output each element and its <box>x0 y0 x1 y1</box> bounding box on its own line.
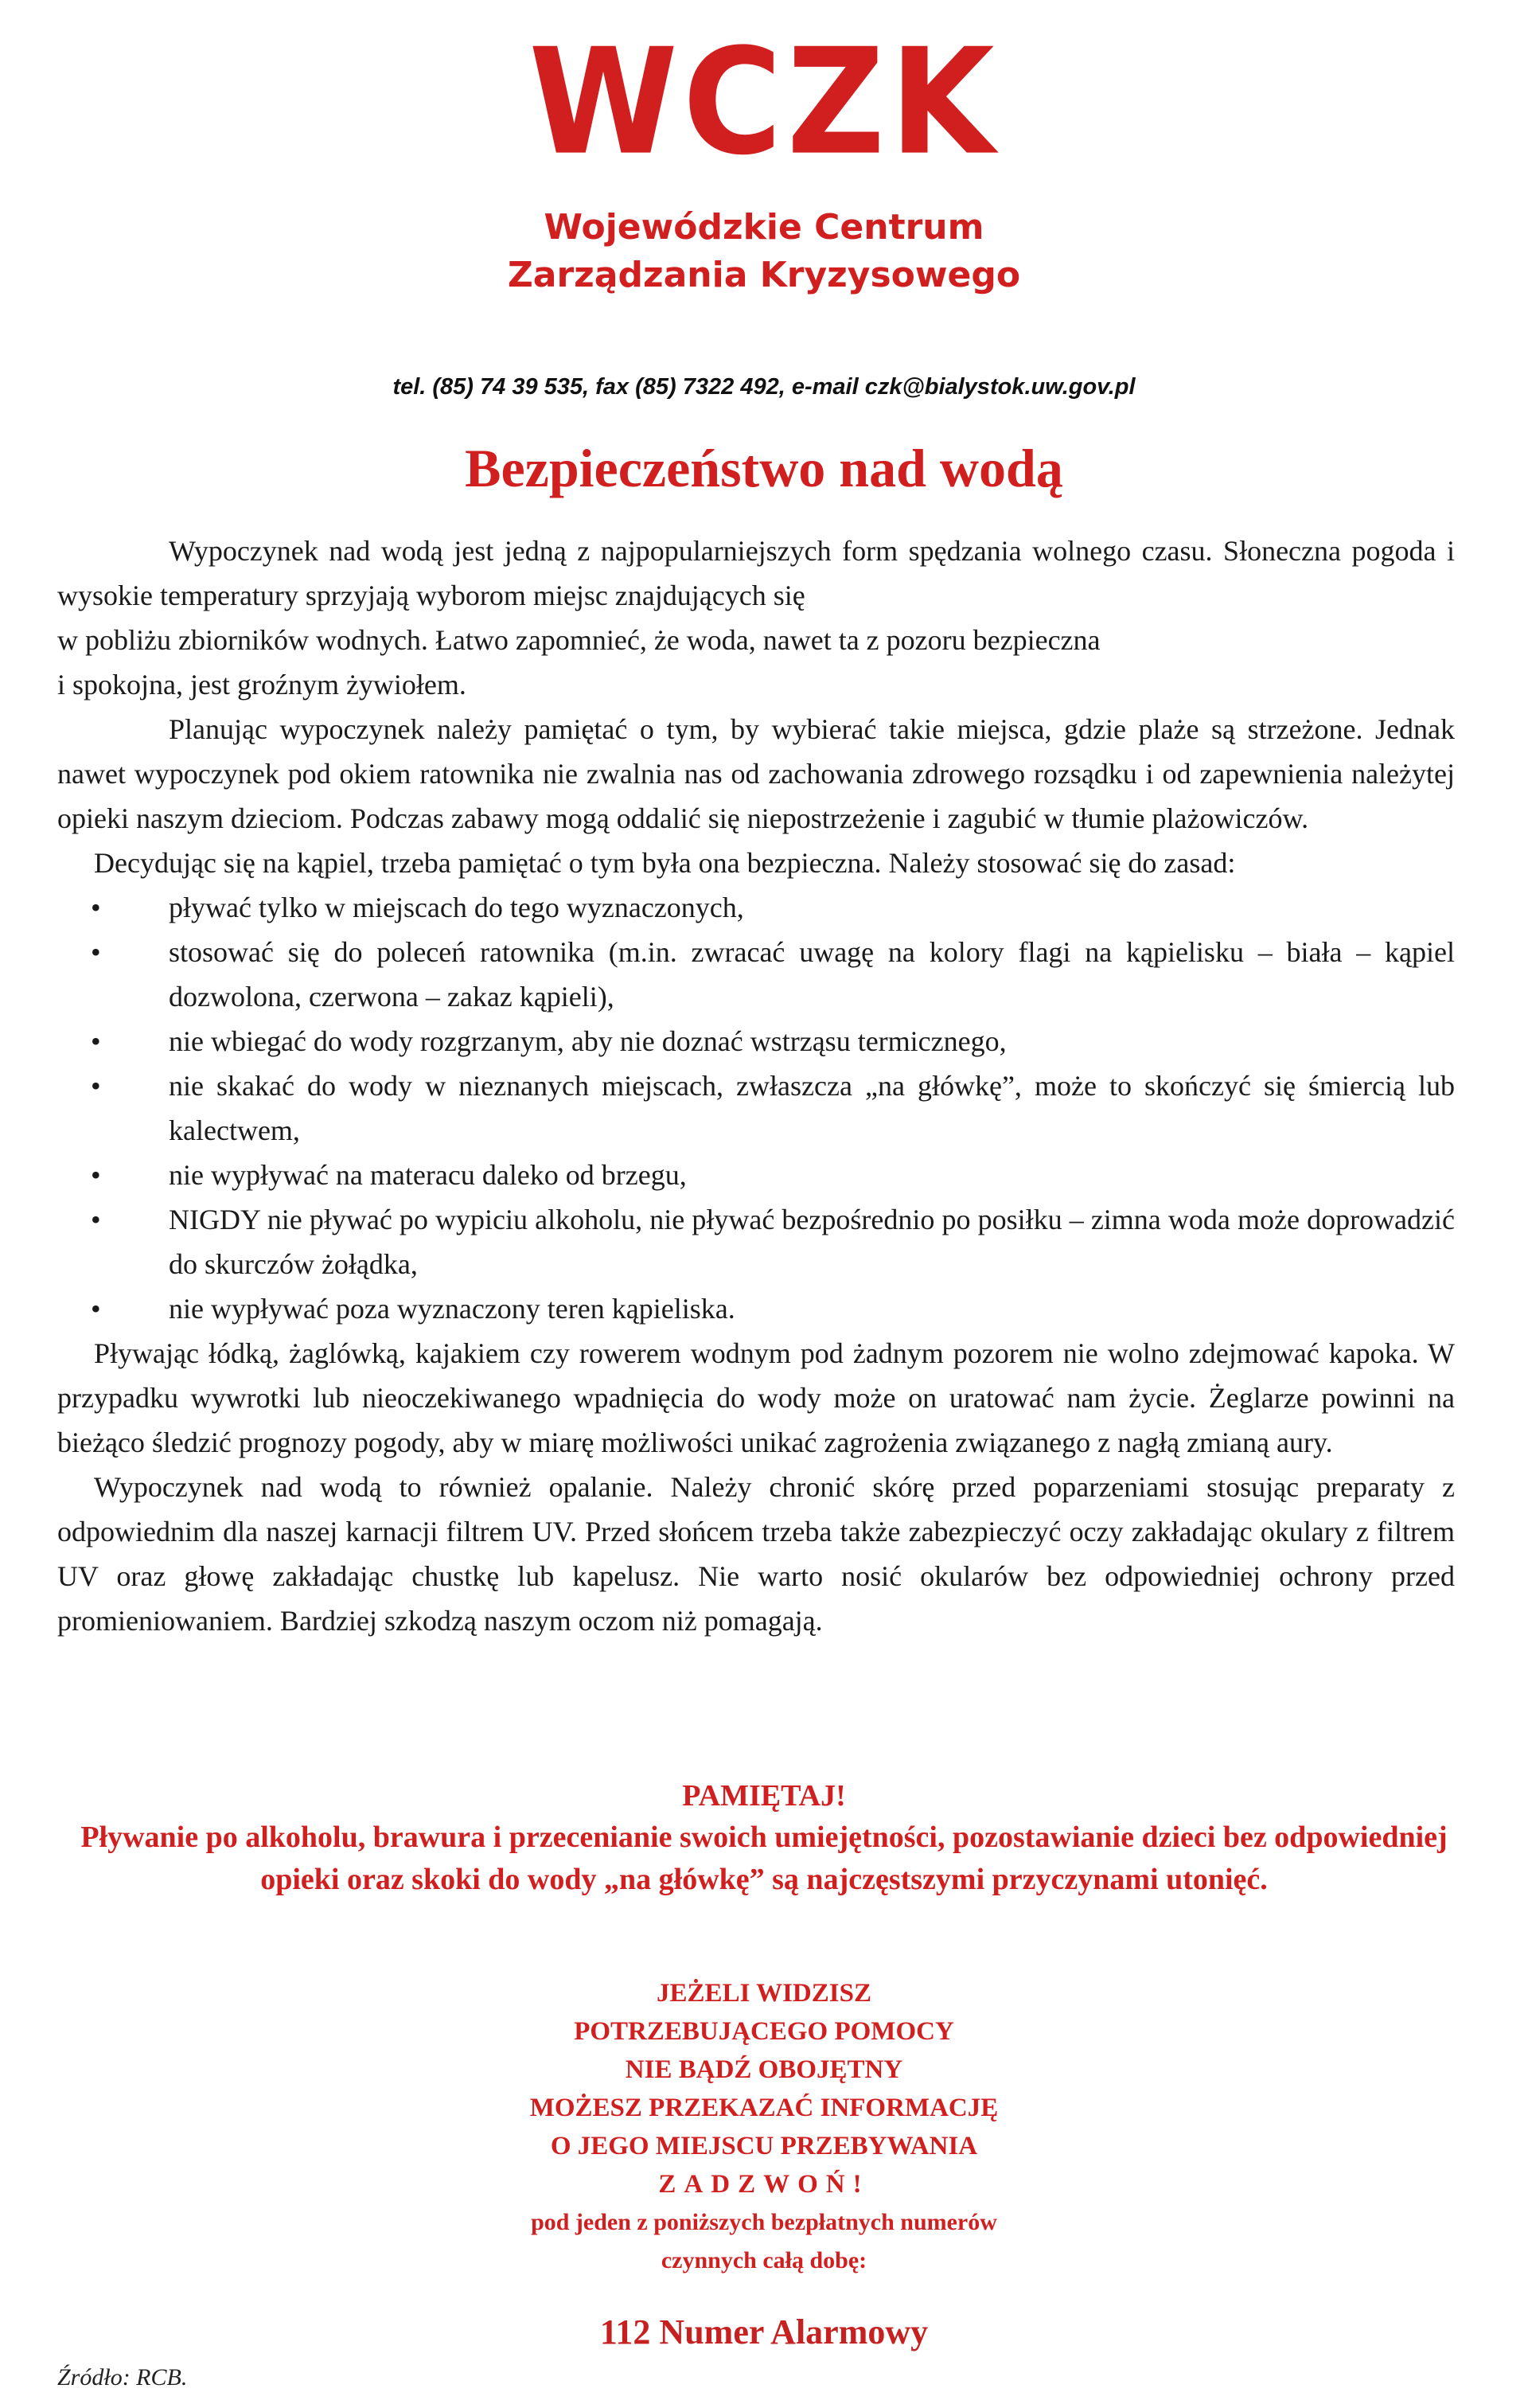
wczk-logo <box>0 18 1528 299</box>
contact-line: tel. (85) 74 39 535, fax (85) 7322 492, e-mail czk@bialystok.uw.gov.pl <box>392 374 1136 400</box>
warning-text: Pływanie po alkoholu, brawura i przecenianie swoich umiejętności, pozostawianie dzieci bez odpowiedniej opieki oraz skoki do wody „na główkę” są najczęstszymi przyczynami utonięć. <box>80 1821 1448 1896</box>
paragraph-intro-line-2: w pobliżu zbiorników wodnych. Łatwo zapomnieć, że woda, nawet ta z pozoru bezpieczna <box>57 624 1101 656</box>
logo-subtitle-line-2: Zarządzania Kryzysowego <box>507 255 1021 295</box>
cta-line-5: O JEGO MIEJSCU PRZEBYWANIA <box>550 2132 978 2160</box>
cta-line-3: NIE BĄDŹ OBOJĘTNY <box>625 2055 903 2084</box>
alarm-number: 112 Numer Alarmowy <box>599 2312 929 2351</box>
paragraph-boating: Pływając łódką, żaglówką, kajakiem czy rowerem wodnym pod żadnym pozorem nie wolno zdejmować kapoka. W przypadku wywrotki lub nieoczekiwanego wpadnięcia do wody może on uratować nam życie. Żeglarze powinni na bieżąco śledzić prognozy pogody, aby w miarę możliwości unikać zagrożenia związanego z nagłą zmianą aury. <box>57 1337 1455 1458</box>
cta-line-4: MOŻESZ PRZEKAZAĆ INFORMACJĘ <box>529 2094 999 2122</box>
bullet-icon: • <box>91 1293 101 1325</box>
bullet-icon: • <box>91 1159 101 1191</box>
list-item: • nie skakać do wody w nieznanych miejscach, zwłaszcza „na główkę”, może to skończyć się śmiercią lub kalectwem, <box>57 1064 1455 1153</box>
cta-line-8: czynnych całą dobę: <box>661 2247 867 2273</box>
paragraph-intro: Wypoczynek nad wodą jest jedną z najpopularniejszych form spędzania wolnego czasu. Słoneczna pogoda i wysokie temperatury sprzyjają wyborom miejsc znajdujących się <box>57 535 1455 611</box>
list-item: • nie wypływać poza wyznaczony teren kąpieliska. <box>57 1286 1455 1331</box>
cta-line-1: JEŻELI WIDZISZ <box>657 1979 871 2008</box>
page-title: Bezpieczeństwo nad wodą <box>465 438 1063 498</box>
article-body <box>57 529 1455 1643</box>
list-item: • pływać tylko w miejscach do tego wyznaczonych, <box>57 885 1455 930</box>
cta-line-2: POTRZEBUJĄCEGO POMOCY <box>574 2017 954 2046</box>
cta-line-6: ZADZWOŃ! <box>658 2170 870 2199</box>
cta-line-7: pod jeden z poniższych bezpłatnych numerów <box>531 2209 997 2235</box>
bullet-icon: • <box>91 1204 101 1235</box>
bullet-icon: • <box>91 936 101 968</box>
bullet-icon: • <box>91 1070 101 1102</box>
paragraph-planning: Planując wypoczynek należy pamiętać o tym, by wybierać takie miejsca, gdzie plaże są strzeżone. Jednak nawet wypoczynek pod okiem ratownika nie zwalnia nas od zachowania zdrowego rozsądku i od zapewnienia należytej opieki naszym dzieciom. Podczas zabawy mogą oddalić się niepostrzeżenie i zagubić w tłumie plażowiczów. <box>57 713 1455 834</box>
logo-mark: WCZK <box>528 18 1000 188</box>
paragraph-sunbathing: Wypoczynek nad wodą to również opalanie. Należy chronić skórę przed poparzeniami stosując preparaty z odpowiednim dla naszej karnacji filtrem UV. Przed słońcem trzeba także zabezpieczyć oczy zakładając okulary z filtrem UV oraz głowę zakładając chustkę lub kapelusz. Nie warto nosić okularów bez odpowiedniej ochrony przed promieniowaniem. Bardziej szkodzą naszym oczom niż pomagają. <box>57 1471 1455 1637</box>
list-item: • nie wypływać na materacu daleko od brzegu, <box>57 1153 1455 1197</box>
source-note: Źródło: RCB. <box>57 2364 188 2390</box>
logo-subtitle <box>0 204 1528 299</box>
rules-list <box>57 885 1455 1331</box>
list-item: • NIGDY nie pływać po wypiciu alkoholu, nie pływać bezpośrednio po posiłku – zimna woda może doprowadzić do skurczów żołądka, <box>57 1197 1455 1286</box>
logo-subtitle-line-1: Wojewódzkie Centrum <box>544 207 984 248</box>
call-to-action <box>0 1974 1528 2280</box>
warning-heading: PAMIĘTAJ! <box>682 1779 846 1813</box>
list-item: • nie wbiegać do wody rozgrzanym, aby nie doznać wstrząsu termicznego, <box>57 1019 1455 1064</box>
paragraph-intro-line-3: i spokojna, jest groźnym żywiołem. <box>57 669 466 701</box>
list-item: • stosować się do poleceń ratownika (m.in. zwracać uwagę na kolory flagi na kąpielisku – biała – kąpiel dozwolona, czerwona – zakaz kąpieli), <box>57 930 1455 1019</box>
bullet-icon: • <box>91 892 101 923</box>
warning-box <box>48 1775 1480 1901</box>
paragraph-rules-intro: Decydując się na kąpiel, trzeba pamiętać o tym była ona bezpieczna. Należy stosować się do zasad: <box>94 847 1236 879</box>
bullet-icon: • <box>91 1025 101 1057</box>
